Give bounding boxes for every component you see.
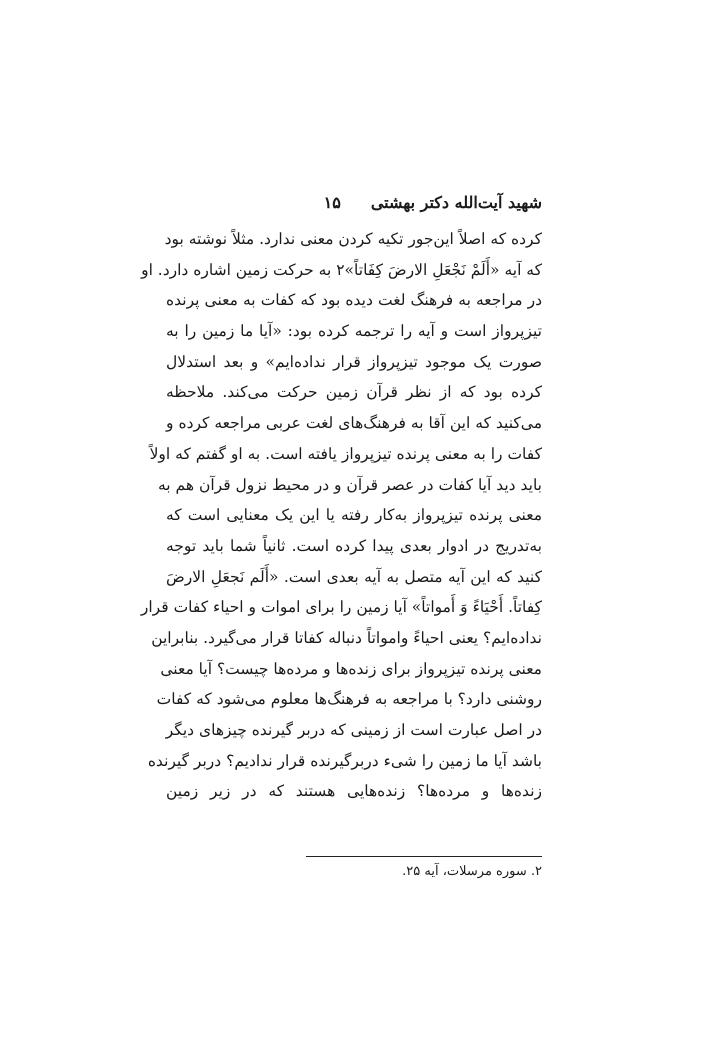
text-line: کرده بود که از نظر قرآن زمین حرکت می‌کند. ملاحظه <box>166 383 542 402</box>
text-line: نداده‌ایم؟ یعنی احیاءً وامواتاً دنباله کفاتا قرار می‌گیرد. بنابراین <box>151 628 542 647</box>
page-number: ۱۵ <box>323 192 341 212</box>
text-line: باید دید آیا کفات در عصر قرآن و در محیط نزول قرآن هم به <box>158 475 542 494</box>
book-page <box>140 188 542 888</box>
text-line: در اصل عبارت است از زمینی که دربر گیرنده چیزهای دیگر <box>165 721 542 739</box>
footnote: ۲. سوره مرسلات، آیه ۲۵. <box>402 864 542 879</box>
text-line: تیزپرواز است و آیه را ترجمه کرده بود: «آیا ما زمین را به <box>166 322 542 341</box>
text-line: زنده‌ها و مرده‌ها؟ زنده‌هایی هستند که در زیر زمین <box>166 782 542 801</box>
text-line: می‌کنید که این آقا به فرهنگ‌های لغت عربی مراجعه کرده و <box>166 414 542 433</box>
text-line: باشد آیا ما زمین را شیء دربرگیرنده قرار ندادیم؟ دربر گیرنده <box>147 751 542 770</box>
footnote-divider <box>306 856 542 857</box>
text-line: روشنی دارد؟ با مراجعه به فرهنگ‌ها معلوم می‌شود که کفات <box>156 690 542 709</box>
text-line: معنی پرنده تیزپرواز به‌کار رفته یا این یک معنایی است که <box>166 506 542 525</box>
text-line: صورت یک موجود تیزپرواز قرار نداده‌ایم» و بعد استدلال <box>166 352 542 371</box>
text-line: معنی پرنده تیزپرواز برای زنده‌ها و مرده‌ها چیست؟ آیا معنی <box>160 659 542 678</box>
text-line: به‌تدریج در ادوار بعدی پیدا کرده است. ثانیاً شما باید توجه <box>166 536 542 555</box>
body-text <box>140 224 542 807</box>
text-line: کنید که این آیه متصل به آیه بعدی است. «أَلَم نَجعَلِ الارضَ <box>166 567 542 586</box>
text-line: در مراجعه به فرهنگ لغت دیده بود که کفات به معنی پرنده <box>166 291 542 310</box>
text-line: كِفاتاً. أَحْيَاءً وَ أَمواتاً» آیا زمین را برای اموات و احیاء کفات قرار <box>140 598 542 617</box>
running-header <box>166 188 542 216</box>
book-title: شهید آیت‌الله دکتر بهشتی <box>370 192 542 212</box>
text-line: که آیه «أَلَمْ نَجْعَلِ الارضَ كِفَاتاً»۲ به حرکت زمین اشاره دارد. او <box>141 260 542 279</box>
text-line: کفات را به معنی پرنده تیزپرواز یافته است. به او گفتم که اولاً <box>149 444 542 463</box>
text-line: کرده که اصلاً این‌جور تکیه کردن معنی ندارد. مثلاً نوشته بود <box>164 230 542 248</box>
